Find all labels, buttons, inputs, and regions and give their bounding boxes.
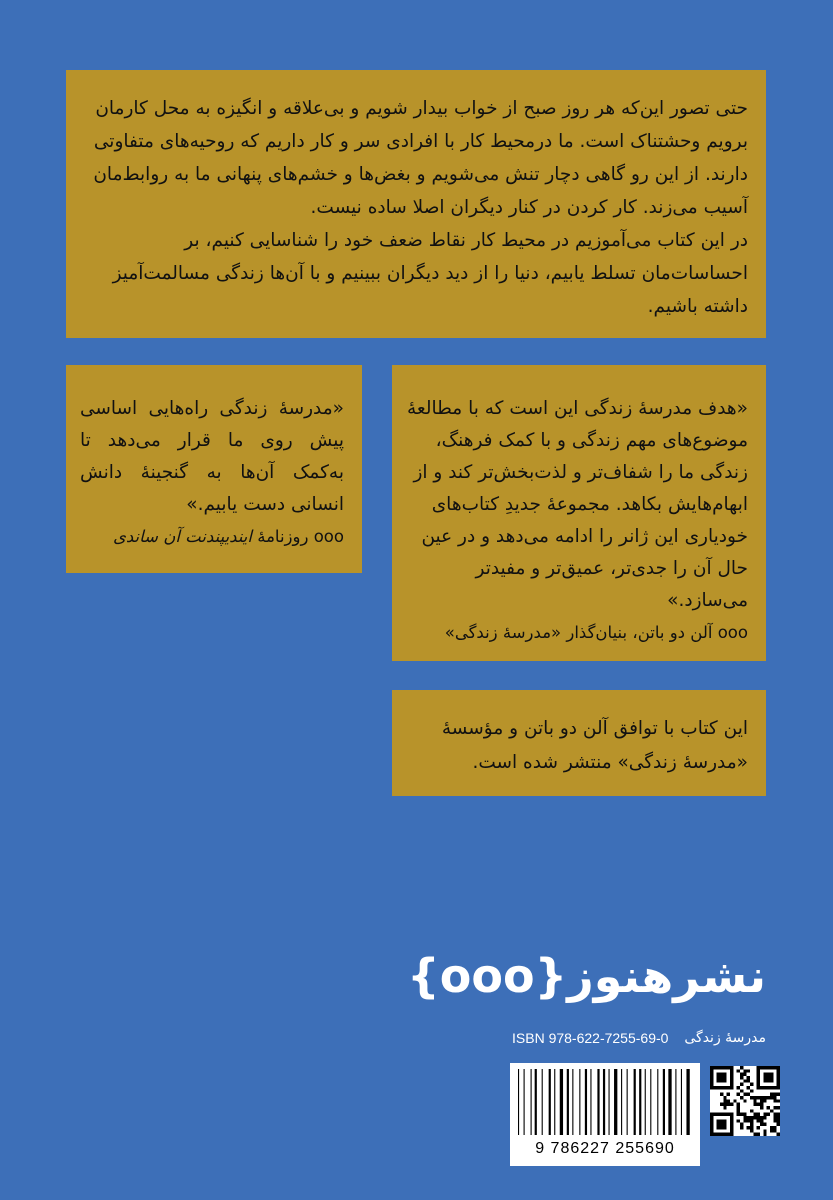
isbn-number: ISBN 978-622-7255-69-0 [512, 1030, 669, 1046]
school-of-life-quote-panel [392, 365, 766, 661]
publisher-logo [406, 946, 766, 1016]
publisher-logo-mark: {ooo} [406, 949, 568, 1003]
intro-paragraph-2: در این کتاب می‌آموزیم در محیط کار نقاط ضعف خود را شناسایی کنیم، بر احساسات‌مان تسلط یابیم، دنیا را از دید دیگران ببینیم و با آن‌ها زندگی مسالمت‌آمیز داشته باشیم. [112, 230, 748, 317]
barcode-digits: 9 786227 255690 [512, 1136, 698, 1162]
quote-text: «مدرسهٔ زندگی راه‌هایی اساسی پیش روی ما قرار می‌دهد تا به‌کمک آن‌ها به گنجینهٔ دانش انسانی دست یابیم.» [80, 398, 344, 515]
quote-attribution [80, 521, 344, 553]
qr-code-icon [710, 1066, 780, 1136]
isbn-row [510, 1030, 766, 1054]
quote-text: «هدف مدرسهٔ زندگی این است که با مطالعهٔ موضوع‌های مهم زندگی و با کمک فرهنگ، زندگی ما را شفاف‌تر و لذت‌بخش‌تر کند و از ابهام‌هایش بکاهد. مجموعهٔ جدیدِ کتاب‌های خودیاری این ژانر را ادامه می‌دهد و در عین حال آن را جدی‌تر، عمیق‌تر و مفیدتر می‌سازد.» [406, 398, 748, 611]
publication-note-panel [392, 690, 766, 796]
attribution-source: ایندیپندنت آن ساندی [112, 527, 252, 546]
attribution-prefix: ooo روزنامهٔ [257, 527, 344, 546]
publisher-name: نشرهنوز [567, 949, 766, 1003]
quote-attribution: ooo آلن دو باتن، بنیان‌گذار «مدرسهٔ زندگی» [444, 623, 748, 642]
publication-note-text: این کتاب با توافق آلن دو باتن و مؤسسهٔ «مدرسهٔ زندگی» منتشر شده است. [441, 718, 748, 773]
intro-paragraph-1: حتی تصور این‌که هر روز صبح از خواب بیدار شویم و بی‌علاقه و انگیزه به محل کارمان برویم وحشتناک است. ما درمحیط کار با افرادی سر و کار داریم که روحیه‌های متفاوتی دارند. از این رو گاهی دچار تنش می‌شویم و بغض‌ها و خشم‌های پنهانی ما به روابط‌مان آسیب می‌زند. کار کردن در کنار دیگران اصلا ساده نیست. [93, 98, 748, 218]
series-label: مدرسهٔ زندگی [684, 1030, 766, 1046]
intro-text-panel [66, 70, 766, 338]
newspaper-quote-panel [66, 365, 362, 573]
